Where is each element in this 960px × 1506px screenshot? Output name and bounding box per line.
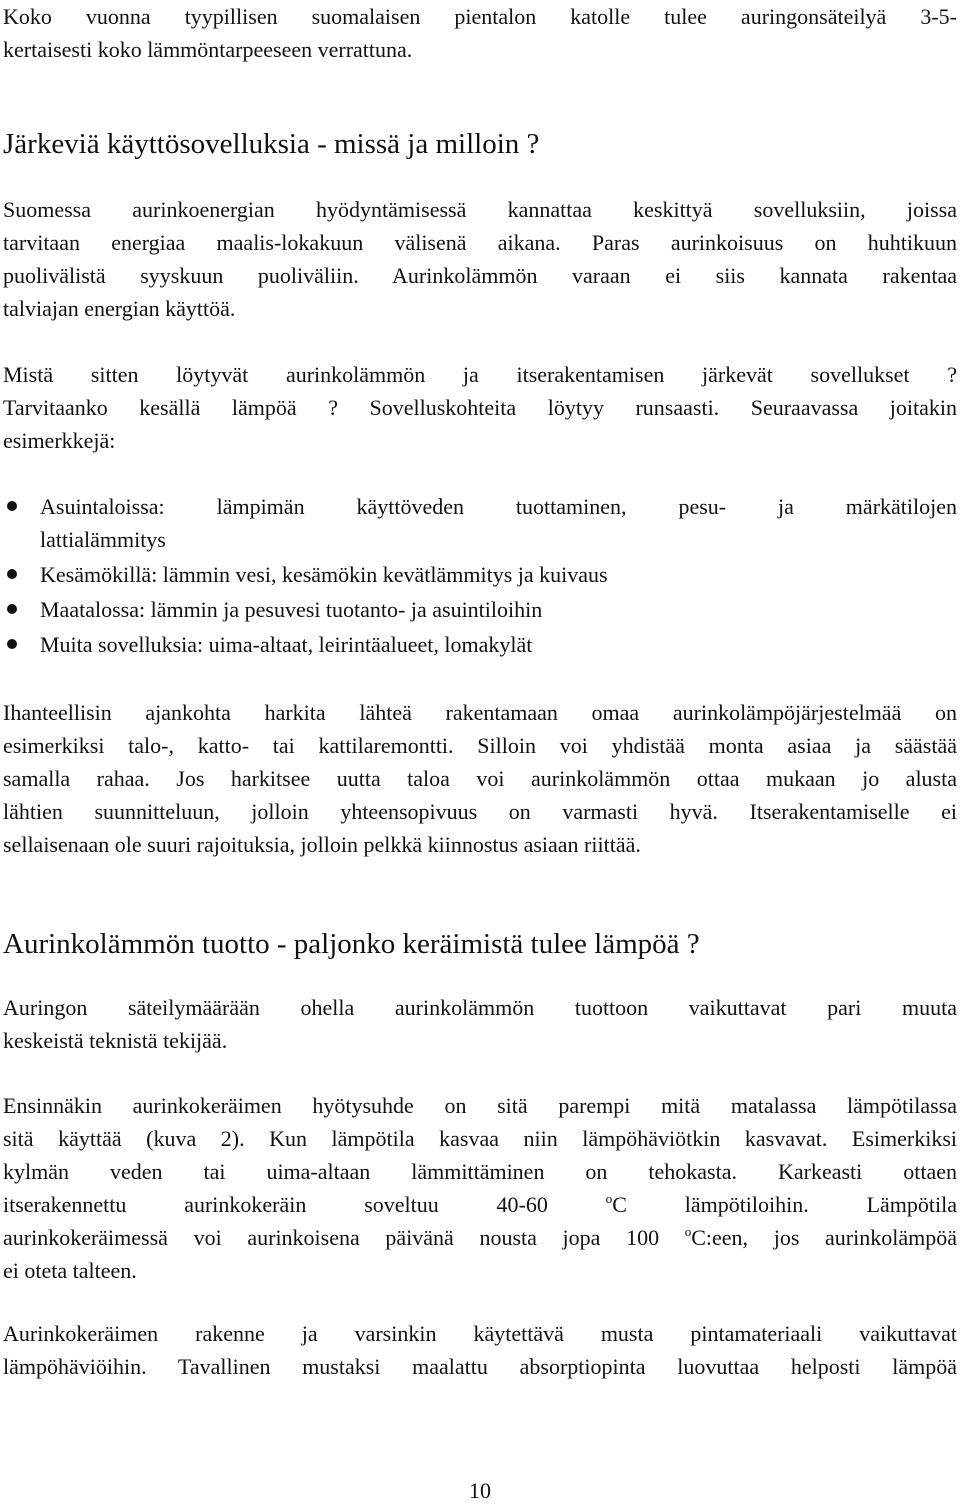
paragraph-line: keskeistä teknistä tekijää. [3, 1028, 228, 1053]
list-item-line: Kesämökillä: lämmin vesi, kesämökin kevätlämmitys ja kuivaus [40, 562, 608, 587]
paragraph-line: Auringon säteilymäärään ohella aurinkolämmön tuottoon vaikuttavat pari muuta [3, 995, 957, 1020]
paragraph-line: Koko vuonna tyypillisen suomalaisen pientalon katolle tulee auringonsäteilyä 3-5- [3, 4, 957, 29]
degree-superscript: o [684, 1224, 692, 1239]
heading-text: Aurinkolämmön tuotto - paljonko keräimistä tulee lämpöä ? [3, 928, 700, 960]
efficiency-paragraph [3, 1089, 957, 1287]
paragraph-line [3, 1188, 957, 1221]
list-item [0, 593, 960, 626]
paragraph-line: sellaisenaan ole suuri rajoituksia, jolloin pelkkä kiinnostus asiaan riittää. [3, 832, 641, 857]
list-item [0, 490, 960, 556]
paragraph-line: Suomessa aurinkoenergian hyödyntämisessä kannattaa keskittyä sovelluksiin, joissa [3, 197, 957, 222]
degree-superscript: o [605, 1191, 613, 1206]
paragraph-line: tarvitaan energiaa maalis-lokakuun välisenä aikana. Paras aurinkoisuus on huhtikuun [3, 230, 957, 255]
paragraph-line: talviajan energian käyttöä. [3, 296, 236, 321]
paragraph-line: Ensinnäkin aurinkokeräimen hyötysuhde on sitä parempi mitä matalassa lämpötilassa [3, 1093, 957, 1118]
bullet-icon [7, 604, 17, 614]
text-segment: C lämpötiloihin. Lämpötila [612, 1192, 957, 1217]
factors-paragraph [3, 991, 957, 1057]
list-item-line: Muita sovelluksia: uima-altaat, leirintäalueet, lomakylät [40, 632, 533, 657]
paragraph-line: Mistä sitten löytyvät aurinkolämmön ja itserakentamisen järkevät sovellukset ? [3, 362, 957, 387]
list-item-line: lattialämmitys [40, 527, 166, 552]
text-segment: C:een, jos aurinkolämpöä [691, 1225, 957, 1250]
paragraph-line: kertaisesti koko lämmöntarpeeseen verrattuna. [3, 37, 413, 62]
bullet-icon [7, 569, 17, 579]
paragraph-line: esimerkiksi talo-, katto- tai kattilaremontti. Silloin voi yhdistää monta asiaa ja säästää [3, 733, 957, 758]
paragraph-line: sitä käyttää (kuva 2). Kun lämpötila kasvaa niin lämpöhäviötkin kasvavat. Esimerkiksi [3, 1126, 957, 1151]
ideal-timing-paragraph [3, 696, 957, 861]
paragraph-line: esimerkkejä: [3, 428, 116, 453]
list-item [0, 628, 960, 661]
paragraph-line: lämpöhäviöihin. Tavallinen mustaksi maalattu absorptiopinta luovuttaa helposti lämpöä [3, 1354, 957, 1379]
paragraph-line [3, 1221, 957, 1254]
heading-text: Järkeviä käyttösovelluksia - missä ja milloin ? [3, 128, 540, 160]
structure-paragraph [3, 1317, 957, 1383]
paragraph-line: lähtien suunnitteluun, jolloin yhteensopivuus on varmasti hyvä. Itserakentamiselle ei [3, 799, 957, 824]
section-heading-sensible-apps [3, 124, 957, 164]
list-item-line: Maatalossa: lämmin ja pesuvesi tuotanto- ja asuintiloihin [40, 597, 543, 622]
paragraph-line: puolivälistä syyskuun puoliväliin. Aurinkolämmön varaan ei siis kannata rakentaa [3, 263, 957, 288]
paragraph-line: Aurinkokeräimen rakenne ja varsinkin käytettävä musta pintamateriaali vaikuttavat [3, 1321, 957, 1346]
where-paragraph [3, 358, 957, 457]
bullet-icon [7, 501, 17, 511]
list-item [0, 558, 960, 591]
paragraph-line: Ihanteellisin ajankohta harkita lähteä rakentamaan omaa aurinkolämpöjärjestelmää on [3, 700, 957, 725]
paragraph-line: Tarvitaanko kesällä lämpöä ? Sovelluskohteita löytyy runsaasti. Seuraavassa joitakin [3, 395, 957, 420]
bullet-icon [7, 639, 17, 649]
section-heading-output [3, 924, 957, 964]
focus-paragraph [3, 193, 957, 325]
page-number: 10 [469, 1478, 491, 1503]
list-item-line: Asuintaloissa: lämpimän käyttöveden tuottaminen, pesu- ja märkätilojen [40, 494, 957, 519]
paragraph-line: samalla rahaa. Jos harkitsee uutta taloa voi aurinkolämmön ottaa mukaan jo alusta [3, 766, 957, 791]
intro-paragraph [3, 0, 957, 66]
text-segment: aurinkokeräimessä voi aurinkoisena päivänä nousta jopa 100 [3, 1225, 685, 1250]
text-segment: itserakennettu aurinkokeräin soveltuu 40-60 [3, 1192, 606, 1217]
paragraph-line: kylmän veden tai uima-altaan lämmittäminen on tehokasta. Karkeasti ottaen [3, 1159, 957, 1184]
paragraph-line: ei oteta talteen. [3, 1258, 137, 1283]
